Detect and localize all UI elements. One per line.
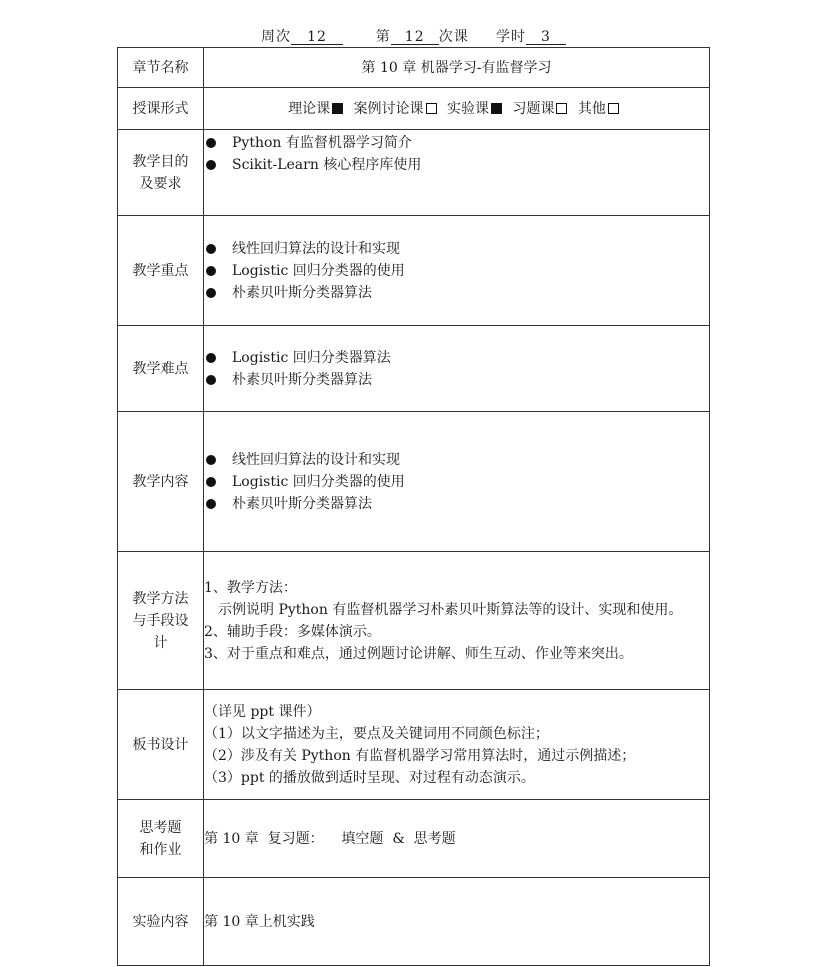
hours-label: 学时 bbox=[495, 29, 526, 45]
objectives-label-line1: 教学目的 bbox=[132, 153, 189, 170]
list-item-text: Logistic 回归分类器的使用 bbox=[232, 473, 405, 490]
bullet-icon bbox=[206, 288, 216, 298]
row-format bbox=[118, 88, 710, 130]
board-content bbox=[204, 690, 710, 800]
board-line3: （2）涉及有关 Python 有监督机器学习常用算法时，通过示例描述； bbox=[204, 747, 636, 764]
list-item bbox=[204, 132, 709, 154]
format-option-theory: 理论课 bbox=[288, 100, 331, 117]
lesson-prefix: 第 bbox=[375, 29, 391, 45]
bullet-icon bbox=[206, 477, 216, 487]
checkbox-empty-icon bbox=[608, 103, 619, 114]
list-item bbox=[204, 493, 709, 515]
methods-content bbox=[204, 552, 710, 690]
row-difficulties bbox=[118, 326, 710, 412]
board-line1: （详见 ppt 课件） bbox=[204, 703, 321, 720]
checkbox-checked-icon bbox=[491, 103, 502, 114]
objectives-label bbox=[118, 130, 204, 216]
content-content bbox=[204, 412, 710, 552]
homework-label bbox=[118, 800, 204, 878]
bullet-icon bbox=[206, 138, 216, 148]
lesson-value: 12 bbox=[391, 30, 439, 45]
list-item-text: Logistic 回归分类器的使用 bbox=[232, 262, 405, 279]
methods-line1: 1、教学方法： bbox=[204, 579, 297, 596]
chapter-value: 第 10 章 机器学习-有监督学习 bbox=[204, 48, 710, 88]
checkbox-empty-icon bbox=[556, 103, 567, 114]
bullet-icon bbox=[206, 455, 216, 465]
methods-label bbox=[118, 552, 204, 690]
methods-label-line2: 与手段设 bbox=[132, 612, 189, 629]
hours-value: 3 bbox=[526, 30, 566, 45]
lesson-header bbox=[0, 26, 827, 46]
list-item bbox=[204, 282, 709, 304]
list-item-text: Logistic 回归分类器算法 bbox=[232, 349, 391, 366]
row-homework bbox=[118, 800, 710, 878]
list-item bbox=[204, 154, 709, 176]
homework-value: 第 10 章 复习题： 填空题 & 思考题 bbox=[204, 800, 710, 878]
row-methods bbox=[118, 552, 710, 690]
list-item-text: 朴素贝叶斯分类器算法 bbox=[232, 284, 372, 301]
row-key-points bbox=[118, 216, 710, 326]
methods-label-line3: 计 bbox=[153, 634, 168, 651]
board-line4: （3）ppt 的播放做到适时呈现、对过程有动态演示。 bbox=[204, 769, 535, 786]
content-label: 教学内容 bbox=[118, 412, 204, 552]
homework-label-line2: 和作业 bbox=[139, 841, 182, 858]
difficulties-content bbox=[204, 326, 710, 412]
list-item bbox=[204, 238, 709, 260]
list-item-text: 朴素贝叶斯分类器算法 bbox=[232, 495, 372, 512]
list-item-text: 朴素贝叶斯分类器算法 bbox=[232, 371, 372, 388]
key-points-content bbox=[204, 216, 710, 326]
list-item-text: Python 有监督机器学习简介 bbox=[232, 135, 412, 151]
row-board bbox=[118, 690, 710, 800]
experiment-label: 实验内容 bbox=[118, 878, 204, 966]
key-points-label: 教学重点 bbox=[118, 216, 204, 326]
experiment-value: 第 10 章上机实践 bbox=[204, 878, 710, 966]
list-item-text: Scikit-Learn 核心程序库使用 bbox=[232, 157, 422, 173]
methods-label-line1: 教学方法 bbox=[132, 590, 189, 607]
list-item bbox=[204, 449, 709, 471]
methods-line2: 示例说明 Python 有监督机器学习朴素贝叶斯算法等的设计、实现和使用。 bbox=[218, 601, 683, 618]
bullet-icon bbox=[206, 160, 216, 170]
format-options bbox=[204, 88, 710, 130]
list-item bbox=[204, 347, 709, 369]
list-item-text: 线性回归算法的设计和实现 bbox=[232, 451, 400, 468]
format-label: 授课形式 bbox=[118, 88, 204, 130]
chapter-label: 章节名称 bbox=[118, 48, 204, 88]
lesson-suffix: 次课 bbox=[438, 29, 469, 45]
methods-line4: 3、对于重点和难点，通过例题讨论讲解、师生互动、作业等来突出。 bbox=[204, 645, 633, 662]
bullet-icon bbox=[206, 375, 216, 385]
bullet-icon bbox=[206, 244, 216, 254]
bullet-icon bbox=[206, 499, 216, 509]
checkbox-checked-icon bbox=[332, 103, 343, 114]
checkbox-empty-icon bbox=[426, 103, 437, 114]
week-label: 周次 bbox=[261, 29, 292, 45]
methods-line3: 2、辅助手段：多媒体演示。 bbox=[204, 623, 381, 640]
row-chapter bbox=[118, 48, 710, 88]
homework-label-line1: 思考题 bbox=[139, 819, 182, 836]
lesson-plan-table bbox=[117, 47, 710, 966]
row-content bbox=[118, 412, 710, 552]
format-option-lab: 实验课 bbox=[447, 100, 489, 117]
list-item bbox=[204, 471, 709, 493]
list-item-text: 线性回归算法的设计和实现 bbox=[232, 240, 400, 257]
difficulties-label: 教学难点 bbox=[118, 326, 204, 412]
objectives-label-line2: 及要求 bbox=[139, 175, 182, 192]
format-option-other: 其他 bbox=[577, 100, 606, 117]
bullet-icon bbox=[206, 266, 216, 276]
list-item bbox=[204, 369, 709, 391]
row-objectives bbox=[118, 130, 710, 216]
board-line2: （1）以文字描述为主，要点及关键词用不同颜色标注； bbox=[204, 725, 549, 742]
format-option-case: 案例讨论课 bbox=[353, 100, 424, 117]
bullet-icon bbox=[206, 353, 216, 363]
list-item bbox=[204, 260, 709, 282]
objectives-content bbox=[204, 130, 710, 216]
format-option-exercise: 习题课 bbox=[512, 100, 555, 117]
board-label: 板书设计 bbox=[118, 690, 204, 800]
week-value: 12 bbox=[291, 30, 343, 45]
row-experiment bbox=[118, 878, 710, 966]
